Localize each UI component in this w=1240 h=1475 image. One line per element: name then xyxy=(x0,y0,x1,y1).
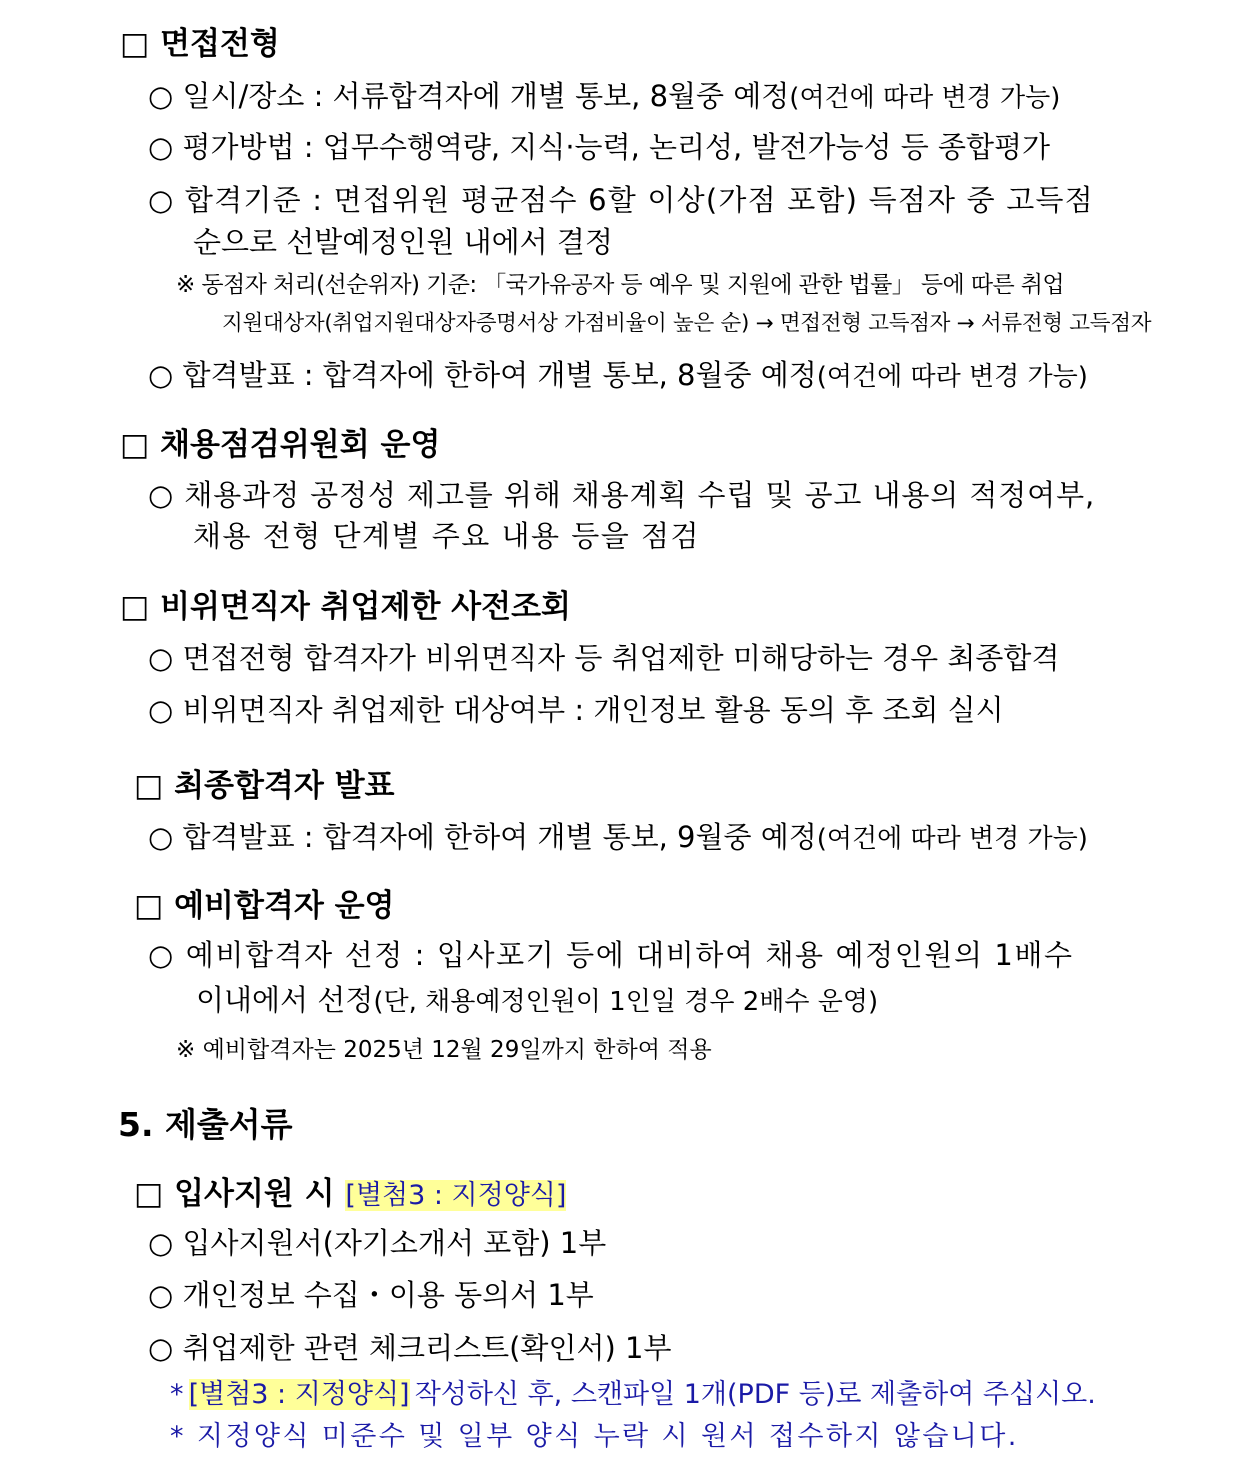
bullet-note: (여건에 따라 변경 가능) xyxy=(816,362,1088,392)
bullet-note: (여건에 따라 변경 가능) xyxy=(789,83,1061,113)
bullet-note: (여건에 따라 변경 가능) xyxy=(816,824,1088,854)
bullet-interview-announce xyxy=(148,353,1088,394)
subsection-application xyxy=(134,1168,566,1213)
bullet-interview-schedule xyxy=(148,74,1060,115)
bullet-reserve: ○ 예비합격자 선정 : 입사포기 등에 대비하여 채용 예정인원의 1배수 xyxy=(148,938,1074,972)
bullet-check-2: ○ 비위면직자 취업제한 대상여부 : 개인정보 활용 동의 후 조회 실시 xyxy=(148,693,1004,727)
note-tiebreak: ※ 동점자 처리(선순위자) 기준: 「국가유공자 등 예우 및 지원에 관한 법률」 등에 따른 취업 xyxy=(176,272,1065,298)
bullet-check-1: ○ 면접전형 합격자가 비위면직자 등 취업제한 미해당하는 경우 최종합격 xyxy=(148,641,1060,675)
notice-text: 작성하신 후, 스캔파일 1개(PDF 등)로 제출하여 주십시오. xyxy=(414,1379,1096,1410)
note-reserve: ※ 예비합격자는 2025년 12월 29일까지 한하여 적용 xyxy=(176,1037,712,1063)
note-tiebreak-cont: 지원대상자(취업지원대상자증명서상 가점비율이 높은 순) → 면접전형 고득점자 → 서류전형 고득점자 xyxy=(222,311,1152,336)
attachment-tag: [별첨3 : 지정양식] xyxy=(188,1379,410,1410)
bullet-interview-criteria: ○ 합격기준 : 면접위원 평균점수 6할 이상(가점 포함) 득점자 중 고득점 xyxy=(148,183,1094,217)
bullet-committee-cont: 채용 전형 단계별 주요 내용 등을 점검 xyxy=(193,519,701,553)
bullet-note: (단, 채용예정인원이 1인일 경우 2배수 운영) xyxy=(373,987,879,1017)
section-title-committee: □ 채용점검위원회 운영 xyxy=(120,427,441,463)
asterisk: * xyxy=(170,1379,184,1410)
doc-item-application-form: ○ 입사지원서(자기소개서 포함) 1부 xyxy=(148,1226,607,1260)
notice-warning: * 지정양식 미준수 및 일부 양식 누락 시 원서 접수하지 않습니다. xyxy=(170,1421,1019,1452)
bullet-final-announce xyxy=(148,815,1088,856)
bullet-reserve-cont xyxy=(196,978,878,1019)
section-title-interview: □ 면접전형 xyxy=(120,26,280,62)
bullet-interview-criteria-cont: 순으로 선발예정인원 내에서 결정 xyxy=(193,225,613,259)
section-title-final: □ 최종합격자 발표 xyxy=(134,768,395,804)
doc-item-checklist: ○ 취업제한 관련 체크리스트(확인서) 1부 xyxy=(148,1331,672,1365)
subsection-title: □ 입사지원 시 xyxy=(134,1176,335,1212)
section-title-documents: 5. 제출서류 xyxy=(118,1105,293,1144)
notice-submit xyxy=(170,1372,1096,1411)
bullet-text: ○ 합격발표 : 합격자에 한하여 개별 통보, 9월중 예정 xyxy=(148,820,817,854)
attachment-tag: [별첨3 : 지정양식] xyxy=(345,1180,567,1211)
section-title-check: □ 비위면직자 취업제한 사전조회 xyxy=(120,589,571,625)
bullet-interview-method xyxy=(148,125,1114,166)
bullet-text: ○ 평가방법 : 업무수행역량, 지식·능력, 논리성, 발전가능성 등 종합평가 xyxy=(148,130,1051,164)
bullet-text: 이내에서 선정 xyxy=(196,983,374,1017)
bullet-committee: ○ 채용과정 공정성 제고를 위해 채용계획 수립 및 공고 내용의 적정여부, xyxy=(148,478,1096,512)
section-title-reserve: □ 예비합격자 운영 xyxy=(134,888,395,924)
doc-item-privacy-consent: ○ 개인정보 수집・이용 동의서 1부 xyxy=(148,1278,594,1312)
bullet-text: ○ 합격발표 : 합격자에 한하여 개별 통보, 8월중 예정 xyxy=(148,358,817,392)
bullet-text: ○ 일시/장소 : 서류합격자에 개별 통보, 8월중 예정 xyxy=(148,79,790,113)
